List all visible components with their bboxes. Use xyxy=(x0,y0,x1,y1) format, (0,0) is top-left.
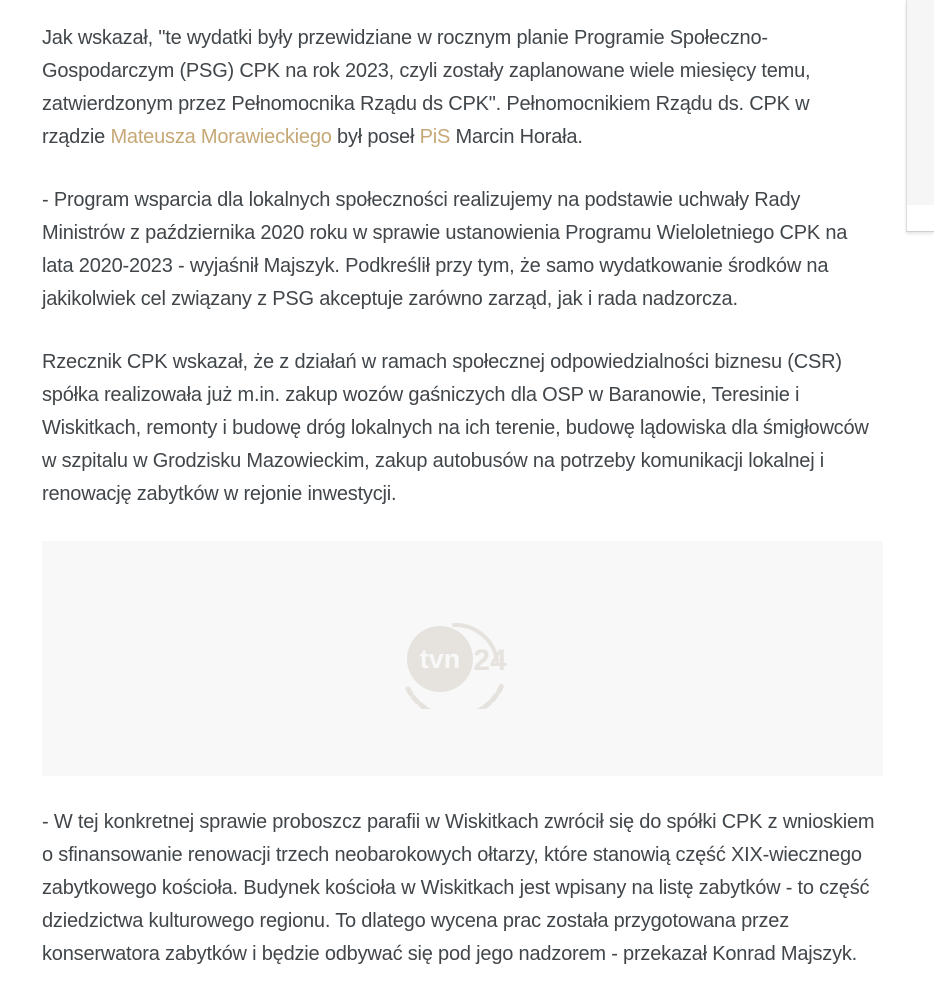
article-paragraph xyxy=(42,22,876,154)
inline-link[interactable]: Mateusza Morawieckiego xyxy=(110,126,332,148)
paragraph-text: Rzecznik CPK wskazał, że z działań w ramach społecznej odpowiedzialności biznesu (CSR) spółka realizowała już m.in. zakup wozów gaśniczych dla OSP w Baranowie, Teresinie i Wiskitkach, remonty i budowę dróg lokalnych na ich terenie, budowę lądowiska dla śmigłowców w szpitalu w Grodzisku Mazowieckim, zakup autobusów na potrzeby komunikacji lokalnej i renowację zabytków w rejonie inwestycji. xyxy=(42,351,869,505)
paragraph-text: Jak wskazał, "te wydatki były przewidziane w rocznym planie Programie Społeczno-Gospodarczym (PSG) CPK na rok 2023, czyli zostały zaplanowane wiele miesięcy temu, zatwierdzonym przez Pełnomocnika Rządu ds CPK". Pełnomocnikiem Rządu ds. CPK w rządzie xyxy=(42,27,811,148)
article-paragraph xyxy=(42,346,876,511)
svg-text:tvn: tvn xyxy=(419,643,460,674)
article-paragraph xyxy=(42,806,876,971)
paragraph-text: - Program wsparcia dla lokalnych społeczności realizujemy na podstawie uchwały Rady Ministrów z października 2020 roku w sprawie ustanowienia Programu Wieloletniego CPK na lata 2020-2023 - wyjaśnił Majszyk. Podkreślił przy tym, że samo wydatkowanie środków na jakikolwiek cel związany z PSG akceptuje zarówno zarząd, jak i rada nadzorcza. xyxy=(42,189,848,310)
paragraph-text: - W tej konkretnej sprawie proboszcz parafii w Wiskitkach zwrócił się do spółki CPK z wnioskiem o sfinansowanie renowacji trzech neobarokowych ołtarzy, które stanowią część XIX-wiecznego zabytkowego kościoła. Budynek kościoła w Wiskitkach jest wpisany na listę zabytków - to część dziedzictwa kulturowego regionu. To dlatego wycena prac została przygotowana przez konserwatora zabytków i będzie odbywać się pod jego nadzorem - przekazał Konrad Majszyk. xyxy=(42,811,875,965)
card-footer-area xyxy=(907,205,934,231)
article-blocks xyxy=(42,22,876,971)
article-image-placeholder xyxy=(42,541,883,776)
article-content xyxy=(42,22,876,1001)
card-image-area xyxy=(907,0,934,205)
right-edge-teaser-card[interactable] xyxy=(906,0,934,232)
paragraph-text: Marcin Horała. xyxy=(450,126,583,148)
paragraph-text: był poseł xyxy=(331,126,420,148)
svg-text:24: 24 xyxy=(472,643,507,677)
inline-link[interactable]: PiS xyxy=(419,126,451,148)
tvn24-watermark-icon xyxy=(398,609,528,709)
article-paragraph xyxy=(42,184,876,316)
